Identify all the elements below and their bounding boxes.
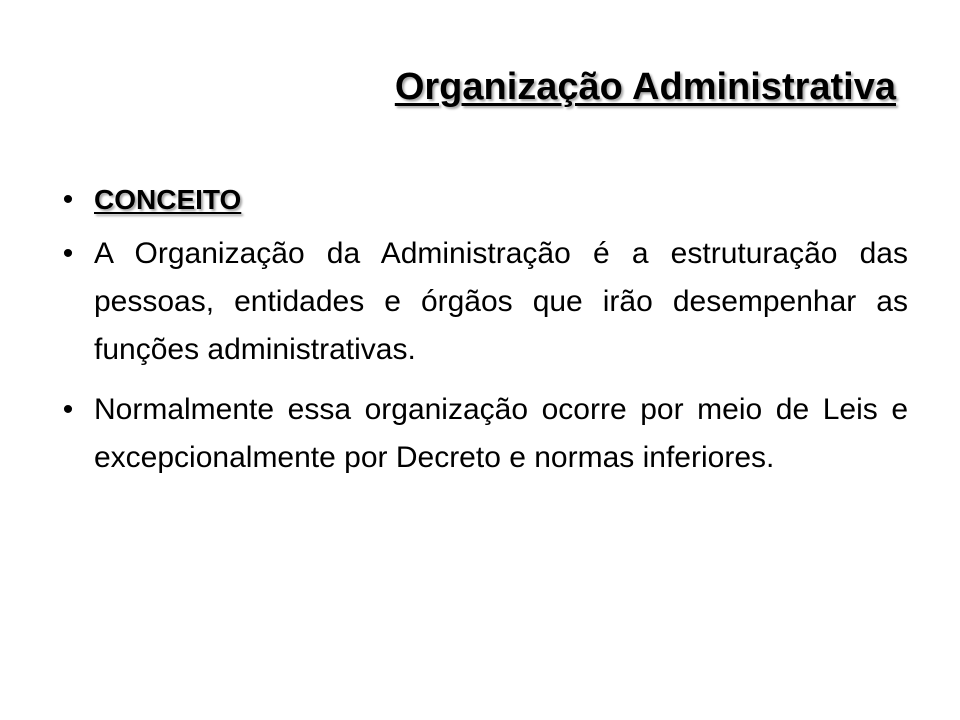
bullet-text: Normalmente essa organização ocorre por meio de Leis e excepcionalmente por Decreto e normas inferiores. (94, 393, 908, 474)
bullet-item-definition (58, 230, 908, 374)
bullet-list (58, 176, 908, 494)
bullet-icon: • (62, 237, 74, 270)
concept-heading: CONCEITO (94, 184, 242, 215)
bullet-text: A Organização da Administração é a estruturação das pessoas, entidades e órgãos que irão desempenhar as funções administrativas. (94, 237, 908, 366)
bullet-icon: • (62, 183, 74, 216)
bullet-item-concept (58, 176, 908, 224)
slide-title: Organização Administrativa (394, 66, 896, 108)
bullet-icon: • (62, 393, 74, 426)
bullet-item-normally (58, 386, 908, 482)
